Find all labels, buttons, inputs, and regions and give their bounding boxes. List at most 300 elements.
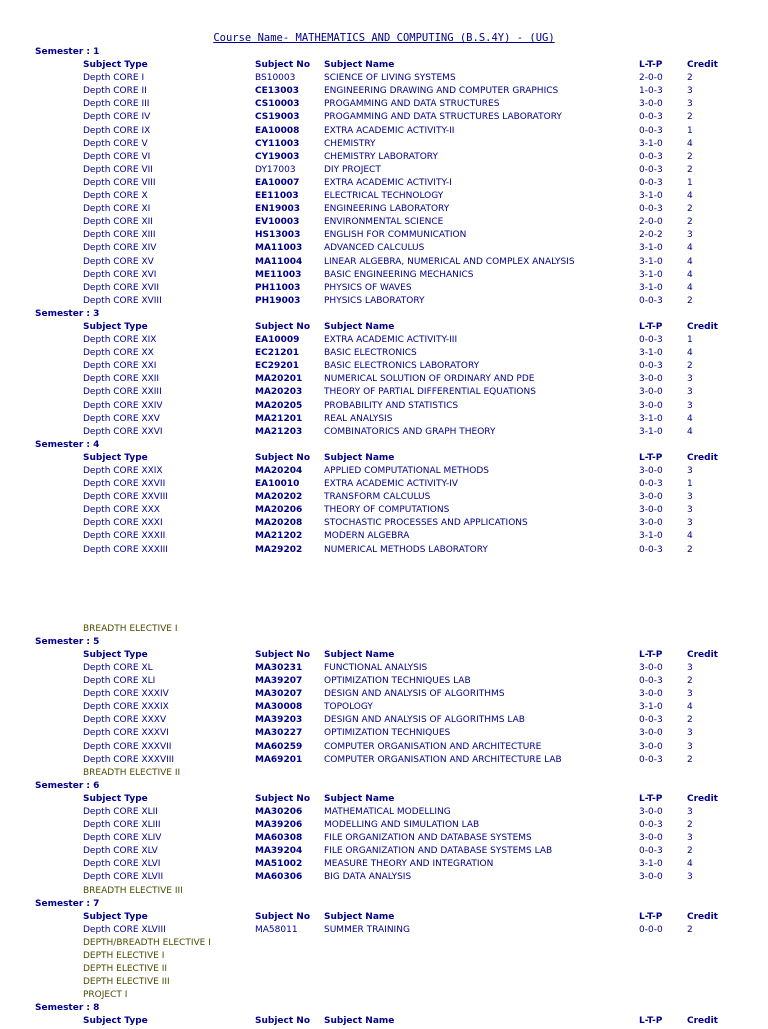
subject-type: Depth CORE XLIII: [83, 820, 161, 831]
subject-ltp: 3-1-0: [639, 191, 663, 202]
subject-type: Depth CORE XLII: [83, 806, 158, 817]
subject-type: Depth CORE XXIV: [83, 400, 163, 411]
subject-name: OPTIMIZATION TECHNIQUES LAB: [324, 676, 471, 687]
subject-ltp: 2-0-0: [639, 73, 663, 84]
subject-type: Depth CORE I: [83, 73, 145, 84]
subject-no: MA39203: [255, 715, 303, 726]
subject-type: Depth CORE II: [83, 86, 147, 97]
subject-type: Depth CORE XLI: [83, 676, 156, 687]
subject-no: MA29202: [255, 544, 303, 555]
column-header-row: [0, 452, 768, 465]
subject-type: Depth CORE XXXV: [83, 715, 167, 726]
subject-credit: 2: [687, 544, 693, 555]
subject-ltp: 0-0-3: [639, 295, 663, 306]
subject-ltp: 3-0-0: [639, 387, 663, 398]
header-credit: Credit: [687, 60, 718, 71]
subject-no: MA39204: [255, 846, 303, 857]
subject-ltp: 3-0-0: [639, 806, 663, 817]
subject-credit: 3: [687, 86, 693, 97]
elective-label: DEPTH ELECTIVE I: [83, 951, 165, 961]
subject-ltp: 3-1-0: [639, 702, 663, 713]
column-header-row: [0, 321, 768, 334]
header-credit: Credit: [687, 321, 718, 332]
subject-row: [0, 98, 768, 111]
elective-row: [0, 950, 768, 963]
subject-row: [0, 386, 768, 399]
subject-no: MA39206: [255, 820, 303, 831]
subject-credit: 2: [687, 715, 693, 726]
column-header-row: [0, 59, 768, 72]
subject-ltp: 0-0-3: [639, 177, 663, 188]
subject-ltp: 3-0-0: [639, 374, 663, 385]
subject-name: PROBABILITY AND STATISTICS: [324, 400, 459, 411]
subject-ltp: 2-0-0: [639, 217, 663, 228]
subject-no: CS10003: [255, 99, 300, 110]
header-ltp: L-T-P: [639, 649, 663, 660]
subject-row: [0, 111, 768, 124]
subject-row: [0, 413, 768, 426]
subject-credit: 3: [687, 728, 693, 739]
subject-ltp: 3-0-0: [639, 466, 663, 476]
subject-name: PHYSICS LABORATORY: [324, 295, 425, 306]
header-subject-name: Subject Name: [324, 911, 395, 922]
subject-credit: 4: [687, 426, 693, 437]
header-ltp: L-T-P: [639, 1016, 663, 1027]
subject-name: THEORY OF COMPUTATIONS: [324, 505, 450, 516]
semester-label: Semester : 1: [35, 47, 100, 57]
subject-type: Depth CORE VI: [83, 151, 151, 162]
semester-heading: [0, 308, 768, 321]
subject-no: MA20205: [255, 400, 303, 411]
header-credit: Credit: [687, 452, 718, 463]
subject-row: [0, 924, 768, 937]
subject-credit: 3: [687, 872, 693, 883]
subject-credit: 2: [687, 295, 693, 306]
subject-name: DIY PROJECT: [324, 164, 381, 175]
subject-credit: 1: [687, 125, 693, 136]
subject-type: Depth CORE XVIII: [83, 295, 162, 306]
subject-no: EA10008: [255, 125, 300, 136]
subject-credit: 3: [687, 833, 693, 844]
subject-no: EC29201: [255, 361, 300, 372]
subject-row: [0, 727, 768, 740]
subject-row: [0, 229, 768, 242]
subject-row: [0, 491, 768, 504]
subject-name: FILE ORGANIZATION AND DATABASE SYSTEMS: [324, 833, 532, 844]
subject-no: EN19003: [255, 204, 300, 215]
elective-row: [0, 623, 768, 636]
subject-type: Depth CORE XL: [83, 662, 153, 673]
elective-label: DEPTH ELECTIVE III: [83, 977, 170, 988]
subject-row: [0, 334, 768, 347]
subject-credit: 4: [687, 269, 693, 280]
header-subject-type: Subject Type: [83, 793, 148, 804]
subject-name: NUMERICAL SOLUTION OF ORDINARY AND PDE: [324, 374, 535, 385]
subject-row: [0, 662, 768, 675]
subject-no: MA20201: [255, 374, 303, 385]
subject-type: Depth CORE XV: [83, 256, 154, 267]
subject-credit: 2: [687, 676, 693, 687]
subject-no: PH11003: [255, 282, 301, 293]
subject-type: Depth CORE XXVII: [83, 479, 166, 490]
subject-type: Depth CORE XXVI: [83, 426, 163, 437]
header-subject-type: Subject Type: [83, 452, 148, 463]
subject-row: [0, 347, 768, 360]
subject-type: Depth CORE XXIII: [83, 387, 162, 398]
subject-row: [0, 465, 768, 478]
subject-row: [0, 360, 768, 373]
subject-credit: 3: [687, 492, 693, 503]
elective-row: [0, 767, 768, 780]
subject-name: ENGINEERING LABORATORY: [324, 204, 450, 215]
subject-type: Depth CORE XXXII: [83, 531, 166, 542]
subject-type: Depth CORE XX: [83, 348, 154, 359]
subject-credit: 2: [687, 754, 693, 765]
subject-type: Depth CORE XIV: [83, 243, 157, 254]
subject-credit: 4: [687, 859, 693, 870]
subject-no: MA30206: [255, 806, 303, 817]
subject-credit: 2: [687, 204, 693, 215]
subject-type: Depth CORE XLVII: [83, 872, 164, 883]
subject-ltp: 3-0-0: [639, 689, 663, 700]
subject-credit: 2: [687, 924, 693, 935]
subject-row: [0, 845, 768, 858]
subject-no: MA20203: [255, 387, 303, 398]
subject-credit: 2: [687, 73, 693, 84]
header-subject-type: Subject Type: [83, 911, 148, 922]
subject-ltp: 0-0-0: [639, 924, 663, 935]
subject-name: LINEAR ALGEBRA, NUMERICAL AND COMPLEX ANALYSIS: [324, 256, 575, 267]
subject-credit: 3: [687, 387, 693, 398]
subject-name: TOPOLOGY: [324, 702, 373, 713]
subject-no: MA30231: [255, 662, 303, 673]
header-ltp: L-T-P: [639, 452, 663, 463]
subject-name: STOCHASTIC PROCESSES AND APPLICATIONS: [324, 518, 528, 529]
subject-name: BASIC ELECTRONICS: [324, 348, 417, 359]
subject-type: Depth CORE XXXVII: [83, 741, 172, 752]
elective-row: [0, 885, 768, 898]
subject-no: MA20206: [255, 505, 303, 516]
subject-no: EV10003: [255, 217, 300, 228]
header-ltp: L-T-P: [639, 60, 663, 71]
subject-credit: 4: [687, 531, 693, 542]
subject-credit: 3: [687, 99, 693, 110]
subject-row: [0, 269, 768, 282]
semester-label: Semester : 5: [35, 636, 100, 647]
subject-type: Depth CORE X: [83, 191, 148, 202]
subject-no: MA51002: [255, 859, 303, 870]
subject-no: MA30008: [255, 702, 303, 713]
subject-row: [0, 138, 768, 151]
subject-ltp: 3-1-0: [639, 531, 663, 542]
subject-name: SUMMER TRAINING: [324, 924, 410, 935]
header-subject-no: Subject No: [255, 793, 311, 804]
subject-no: PH19003: [255, 295, 301, 306]
header-subject-name: Subject Name: [324, 1016, 395, 1027]
subject-no: CE13003: [255, 86, 300, 97]
subject-name: FILE ORGANIZATION AND DATABASE SYSTEMS LAB: [324, 846, 553, 857]
subject-type: Depth CORE XIII: [83, 230, 156, 241]
header-subject-type: Subject Type: [83, 321, 148, 332]
subject-row: [0, 701, 768, 714]
subject-name: SCIENCE OF LIVING SYSTEMS: [324, 73, 456, 84]
subject-type: Depth CORE XVII: [83, 282, 160, 293]
subject-credit: 3: [687, 806, 693, 817]
subject-type: Depth CORE XXXIII: [83, 544, 168, 555]
subject-ltp: 3-0-0: [639, 492, 663, 503]
subject-row: [0, 203, 768, 216]
curriculum-table: [0, 46, 768, 1029]
subject-credit: 4: [687, 282, 693, 293]
elective-label: DEPTH/BREADTH ELECTIVE I: [83, 937, 211, 948]
subject-name: EXTRA ACADEMIC ACTIVITY-II: [324, 125, 455, 136]
semester-heading: [0, 898, 768, 911]
subject-name: EXTRA ACADEMIC ACTIVITY-IV: [324, 479, 458, 490]
header-subject-name: Subject Name: [324, 649, 395, 660]
subject-no: MA30227: [255, 728, 303, 739]
subject-type: Depth CORE XXXVI: [83, 728, 169, 739]
subject-ltp: 0-0-3: [639, 676, 663, 687]
subject-name: PROGAMMING AND DATA STRUCTURES: [324, 99, 500, 110]
subject-row: [0, 282, 768, 295]
subject-ltp: 0-0-3: [639, 112, 663, 123]
subject-type: Depth CORE XXXIV: [83, 689, 169, 700]
subject-credit: 3: [687, 230, 693, 241]
subject-credit: 2: [687, 846, 693, 857]
subject-ltp: 3-0-0: [639, 728, 663, 739]
subject-credit: 2: [687, 164, 693, 175]
elective-row: [0, 976, 768, 989]
elective-label: BREADTH ELECTIVE III: [83, 885, 183, 896]
subject-credit: 2: [687, 151, 693, 162]
subject-ltp: 0-0-3: [639, 361, 663, 372]
subject-no: MA20208: [255, 518, 303, 529]
subject-type: Depth CORE III: [83, 99, 150, 110]
semester-label: Semester : 6: [35, 780, 100, 791]
subject-no: MA11003: [255, 243, 303, 254]
subject-ltp: 3-1-0: [639, 256, 663, 267]
subject-row: [0, 373, 768, 386]
subject-name: OPTIMIZATION TECHNIQUES: [324, 728, 451, 739]
subject-name: CHEMISTRY LABORATORY: [324, 151, 438, 162]
subject-ltp: 0-0-3: [639, 754, 663, 765]
elective-label: BREADTH ELECTIVE II: [83, 767, 181, 778]
subject-no: MA58011: [255, 924, 298, 935]
header-subject-no: Subject No: [255, 649, 311, 660]
elective-row: [0, 989, 768, 1002]
header-credit: Credit: [687, 649, 718, 660]
subject-no: HS13003: [255, 230, 301, 241]
subject-no: CS19003: [255, 112, 300, 123]
subject-ltp: 3-1-0: [639, 426, 663, 437]
subject-name: TRANSFORM CALCULUS: [324, 492, 431, 503]
spacer: [0, 557, 768, 623]
header-subject-type: Subject Type: [83, 649, 148, 660]
subject-name: FUNCTIONAL ANALYSIS: [324, 662, 428, 673]
subject-ltp: 3-0-0: [639, 518, 663, 529]
subject-no: MA21201: [255, 413, 303, 424]
subject-credit: 1: [687, 335, 693, 346]
course-title: Course Name- MATHEMATICS AND COMPUTING (B.S.4Y) - (UG): [213, 32, 555, 44]
subject-ltp: 3-0-0: [639, 400, 663, 411]
elective-label: BREADTH ELECTIVE I: [83, 623, 178, 634]
subject-name: BASIC ELECTRONICS LABORATORY: [324, 361, 480, 372]
subject-row: [0, 177, 768, 190]
subject-no: MA20204: [255, 466, 303, 476]
subject-row: [0, 714, 768, 727]
subject-ltp: 3-0-0: [639, 833, 663, 844]
subject-no: MA11004: [255, 256, 303, 267]
subject-type: Depth CORE VIII: [83, 177, 156, 188]
subject-row: [0, 741, 768, 754]
subject-name: ENVIRONMENTAL SCIENCE: [324, 217, 444, 228]
subject-type: Depth CORE XLIV: [83, 833, 162, 844]
subject-no: EA10007: [255, 177, 300, 188]
subject-name: MODERN ALGEBRA: [324, 531, 410, 542]
subject-name: ADVANCED CALCULUS: [324, 243, 425, 254]
subject-ltp: 3-0-0: [639, 741, 663, 752]
header-credit: Credit: [687, 1016, 718, 1027]
header-credit: Credit: [687, 911, 718, 922]
subject-name: DESIGN AND ANALYSIS OF ALGORITHMS LAB: [324, 715, 525, 726]
subject-ltp: 3-1-0: [639, 243, 663, 254]
subject-no: EE11003: [255, 191, 299, 202]
subject-row: [0, 504, 768, 517]
subject-name: DESIGN AND ANALYSIS OF ALGORITHMS: [324, 689, 505, 700]
subject-ltp: 3-1-0: [639, 859, 663, 870]
header-subject-name: Subject Name: [324, 60, 395, 71]
subject-name: BASIC ENGINEERING MECHANICS: [324, 269, 474, 280]
subject-row: [0, 400, 768, 413]
subject-row: [0, 164, 768, 177]
subject-type: Depth CORE XXV: [83, 413, 160, 424]
subject-credit: 3: [687, 466, 693, 476]
subject-ltp: 0-0-3: [639, 846, 663, 857]
subject-name: COMPUTER ORGANISATION AND ARCHITECTURE: [324, 741, 542, 752]
semester-label: Semester : 8: [35, 1003, 100, 1014]
subject-row: [0, 125, 768, 138]
subject-no: MA60308: [255, 833, 303, 844]
subject-row: [0, 85, 768, 98]
subject-name: ENGLISH FOR COMMUNICATION: [324, 230, 467, 241]
subject-row: [0, 832, 768, 845]
subject-row: [0, 517, 768, 530]
subject-no: MA20202: [255, 492, 303, 503]
subject-name: NUMERICAL METHODS LABORATORY: [324, 544, 488, 555]
semester-heading: [0, 46, 768, 59]
subject-row: [0, 544, 768, 557]
column-header-row: [0, 793, 768, 806]
subject-ltp: 3-0-0: [639, 872, 663, 883]
subject-credit: 1: [687, 479, 693, 490]
subject-row: [0, 675, 768, 688]
header-subject-type: Subject Type: [83, 1016, 148, 1027]
subject-credit: 2: [687, 217, 693, 228]
subject-ltp: 2-0-2: [639, 230, 663, 241]
column-header-row: [0, 1015, 768, 1028]
subject-name: CHEMISTRY: [324, 138, 376, 149]
subject-no: CY19003: [255, 151, 300, 162]
header-subject-name: Subject Name: [324, 452, 395, 463]
subject-credit: 4: [687, 138, 693, 149]
subject-name: THEORY OF PARTIAL DIFFERENTIAL EQUATIONS: [324, 387, 536, 398]
subject-type: Depth CORE XXXVIII: [83, 754, 175, 765]
header-subject-type: Subject Type: [83, 60, 148, 71]
subject-credit: 4: [687, 243, 693, 254]
subject-row: [0, 242, 768, 255]
subject-type: Depth CORE XXX: [83, 505, 160, 516]
subject-type: Depth CORE XXVIII: [83, 492, 168, 503]
header-subject-no: Subject No: [255, 911, 311, 922]
subject-ltp: 0-0-3: [639, 125, 663, 136]
subject-type: Depth CORE XXXI: [83, 518, 163, 529]
subject-row: [0, 295, 768, 308]
subject-ltp: 0-0-3: [639, 204, 663, 215]
column-header-row: [0, 911, 768, 924]
subject-type: Depth CORE IV: [83, 112, 151, 123]
subject-no: MA21203: [255, 426, 303, 437]
subject-name: REAL ANALYSIS: [324, 413, 393, 424]
subject-ltp: 3-0-0: [639, 505, 663, 516]
subject-credit: 3: [687, 505, 693, 516]
subject-credit: 2: [687, 820, 693, 831]
subject-row: [0, 754, 768, 767]
subject-no: EC21201: [255, 348, 300, 359]
subject-ltp: 3-1-0: [639, 413, 663, 424]
subject-credit: 3: [687, 374, 693, 385]
subject-credit: 4: [687, 256, 693, 267]
subject-row: [0, 688, 768, 701]
elective-label: DEPTH ELECTIVE II: [83, 964, 168, 975]
subject-type: Depth CORE XI: [83, 204, 151, 215]
subject-ltp: 0-0-3: [639, 715, 663, 726]
subject-name: MEASURE THEORY AND INTEGRATION: [324, 859, 494, 870]
subject-row: [0, 871, 768, 884]
subject-no: MA60306: [255, 872, 303, 883]
subject-credit: 3: [687, 518, 693, 529]
subject-credit: 4: [687, 348, 693, 359]
subject-credit: 4: [687, 413, 693, 424]
subject-no: DY17003: [255, 164, 296, 175]
subject-row: [0, 858, 768, 871]
subject-type: Depth CORE XXII: [83, 374, 160, 385]
subject-name: ELECTRICAL TECHNOLOGY: [324, 191, 444, 202]
subject-type: Depth CORE XLVIII: [83, 924, 166, 935]
semester-heading: [0, 636, 768, 649]
header-credit: Credit: [687, 793, 718, 804]
subject-credit: 3: [687, 741, 693, 752]
header-subject-no: Subject No: [255, 60, 311, 71]
subject-no: BS10003: [255, 73, 296, 84]
subject-ltp: 1-0-3: [639, 86, 663, 97]
subject-row: [0, 216, 768, 229]
subject-credit: 1: [687, 177, 693, 188]
subject-type: Depth CORE XXI: [83, 361, 157, 372]
semester-label: Semester : 4: [35, 439, 100, 450]
subject-name: BIG DATA ANALYSIS: [324, 872, 412, 883]
subject-name: MATHEMATICAL MODELLING: [324, 806, 451, 817]
semester-label: Semester : 7: [35, 898, 100, 909]
subject-type: Depth CORE XLV: [83, 846, 158, 857]
subject-row: [0, 426, 768, 439]
subject-ltp: 0-0-3: [639, 544, 663, 555]
subject-credit: 2: [687, 112, 693, 123]
subject-no: ME11003: [255, 269, 302, 280]
subject-name: APPLIED COMPUTATIONAL METHODS: [324, 466, 490, 476]
subject-ltp: 3-0-0: [639, 662, 663, 673]
subject-type: Depth CORE VII: [83, 164, 153, 175]
elective-row: [0, 963, 768, 976]
